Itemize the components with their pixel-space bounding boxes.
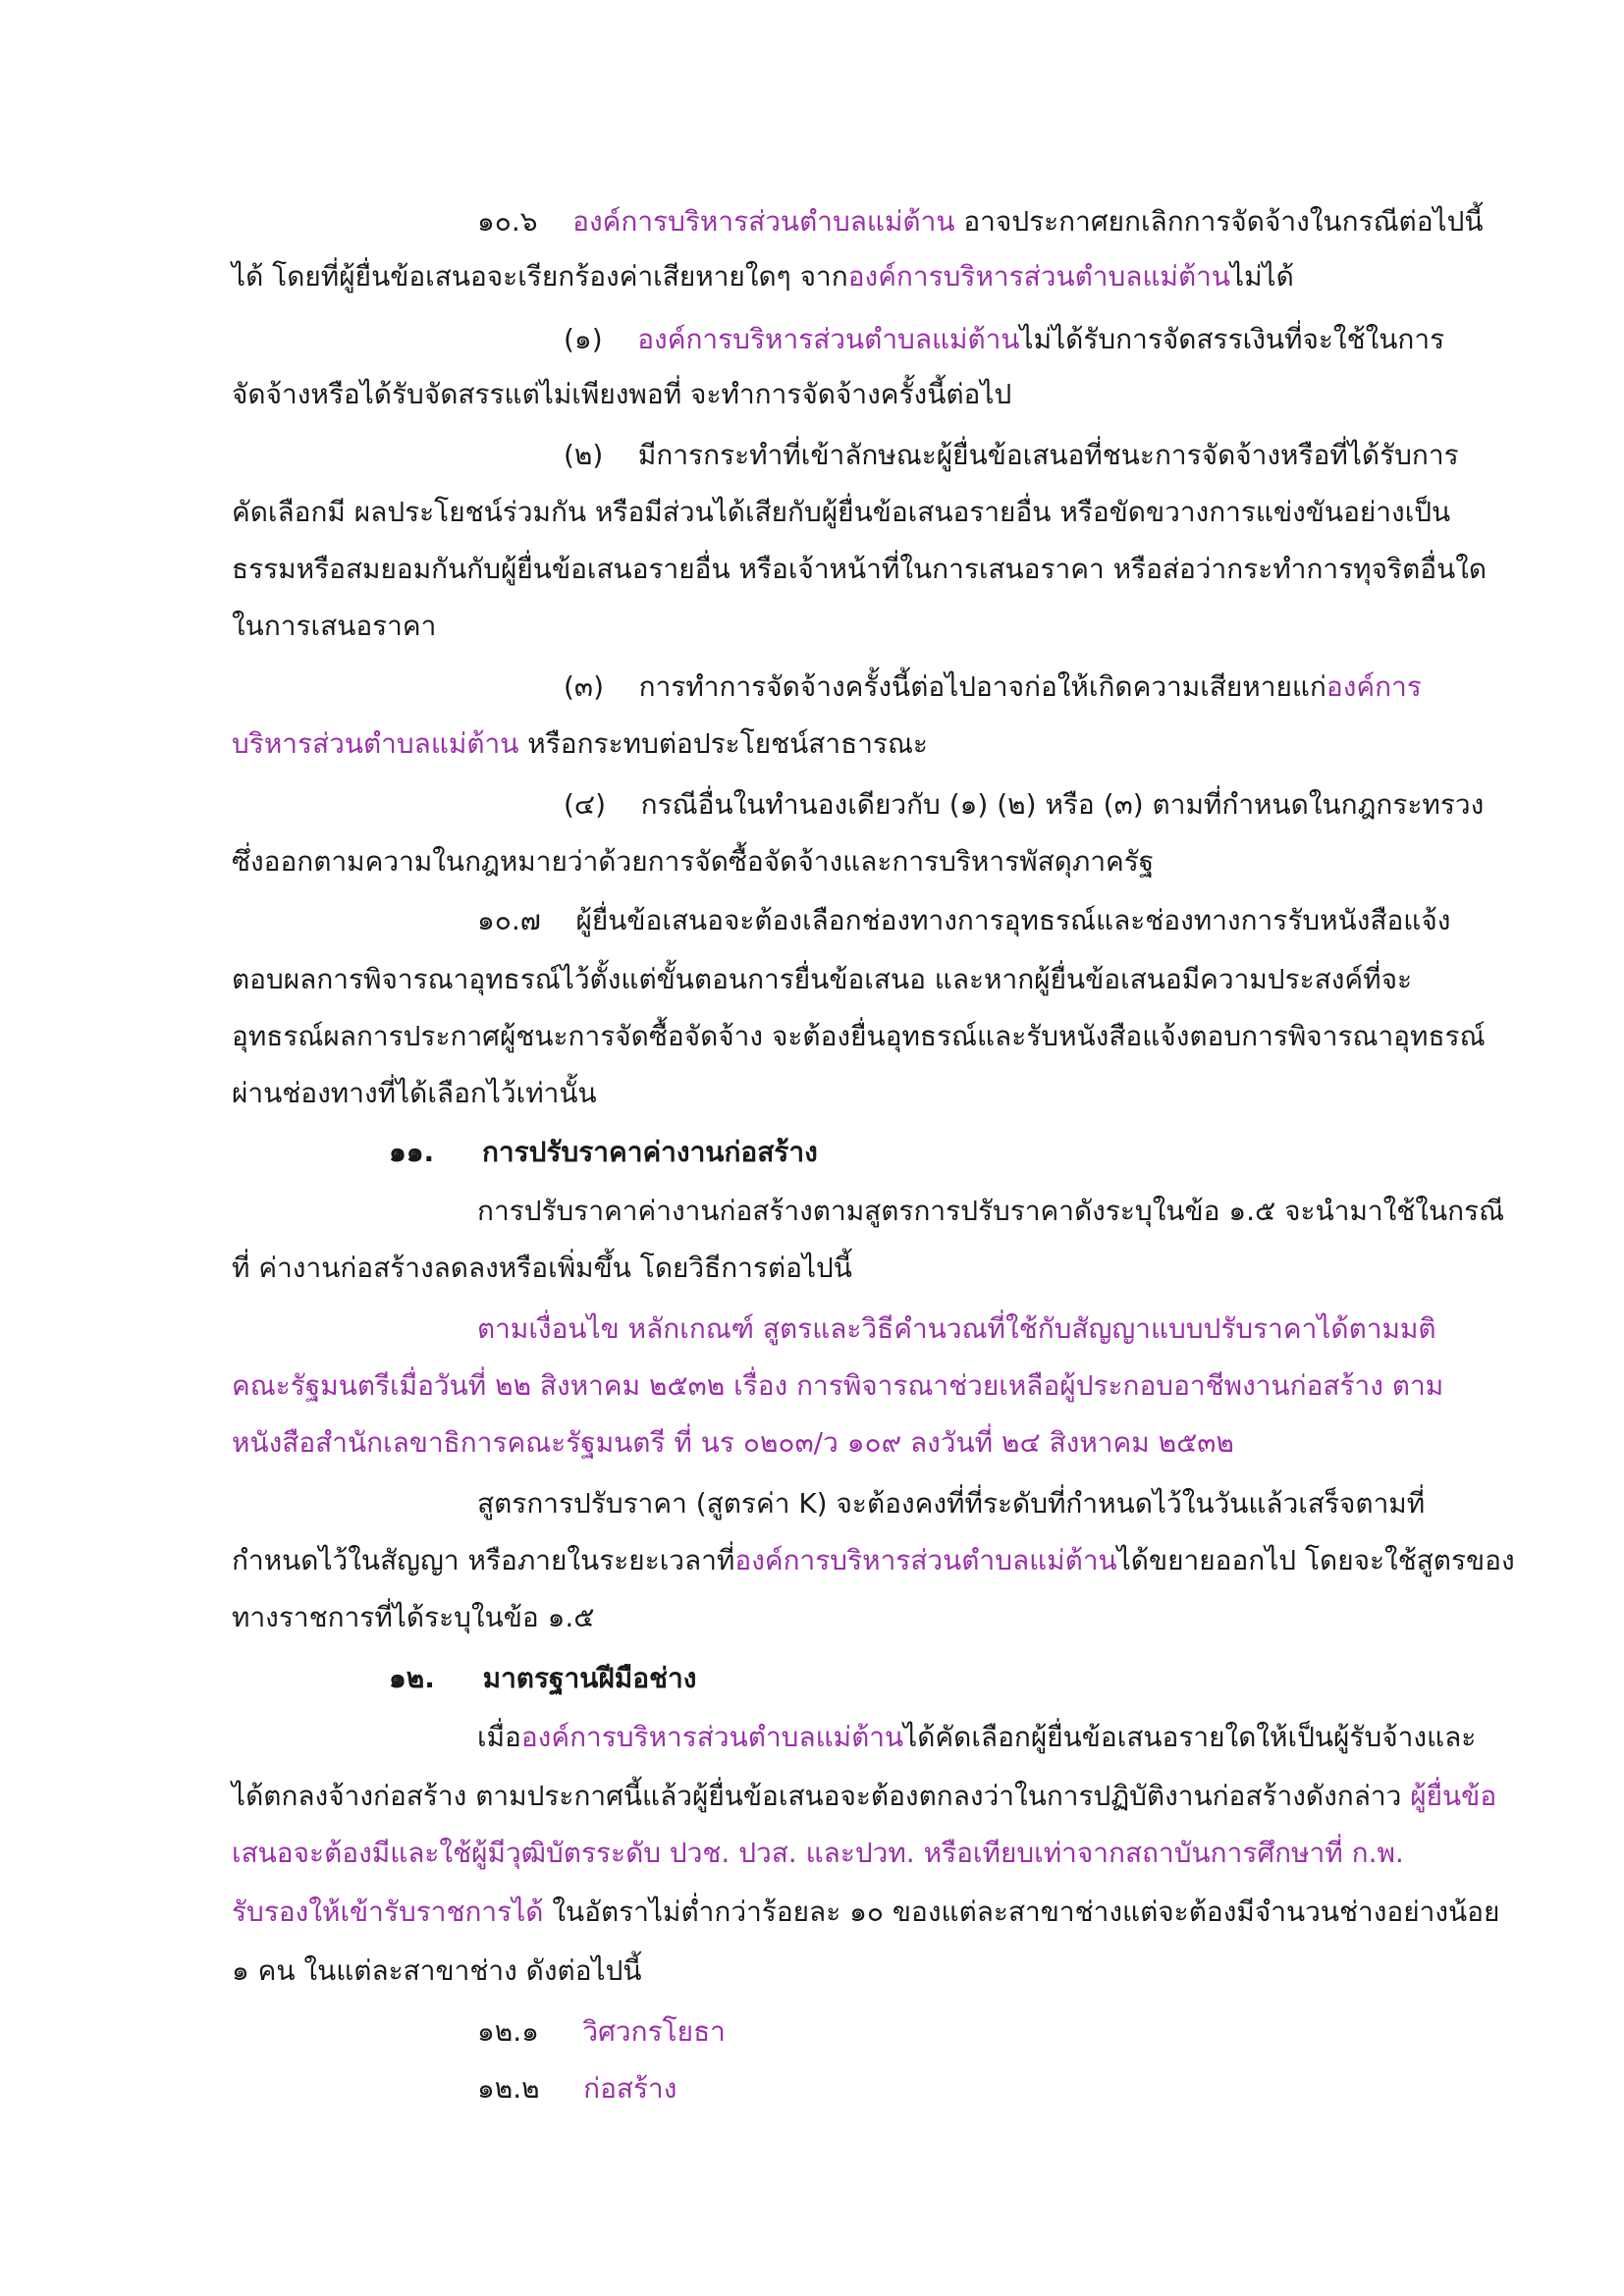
para-10-7-line-2: [232, 960, 1412, 999]
text: อุทธรณ์ผลการประกาศผู้ชนะการจัดซื้อจัดจ้าง จะต้องยื่นอุทธรณ์และรับหนังสือแจ้งตอบการพิจารณาอุทธรณ์: [232, 1020, 1486, 1052]
item-2-line-1: [564, 436, 1459, 475]
section-number: ๑๑.: [389, 1136, 435, 1168]
text: เสนอจะต้องมีและใช้ผู้มีวุฒิบัตรระดับ ปวช. ปวส. และปวท. หรือเทียบเท่าจากสถาบันการศึกษาที่ ก.พ.: [232, 1837, 1404, 1869]
text: ไม่ได้รับการจัดสรรเงินที่จะใช้ในการ: [1019, 323, 1445, 355]
org-name: องค์การบริหารส่วนตำบลแม่ต้าน: [572, 205, 955, 238]
text: ทางราชการที่ได้ระบุในข้อ ๑.๕: [232, 1601, 595, 1633]
highlight-text: รับรองให้เข้ารับราชการได้: [232, 1896, 544, 1928]
para-11-3-line-2: [232, 1541, 1515, 1580]
text: การปรับราคาค่างานก่อสร้างตามสูตรการปรับราคาดังระบุในข้อ ๑.๕ จะนำมาใช้ในกรณี: [477, 1195, 1505, 1227]
item-number: (๑): [564, 323, 603, 355]
text: กรณีอื่นในทำนองเดียวกับ (๑) (๒) หรือ (๓) ตามที่กำหนดในกฎกระทรวง: [640, 788, 1485, 821]
org-name: องค์การบริหารส่วนตำบลแม่ต้าน: [637, 323, 1020, 355]
text: มีการกระทำที่เข้าลักษณะผู้ยื่นข้อเสนอที่ชนะการจัดจ้างหรือที่ได้รับการ: [637, 439, 1459, 471]
section-11-heading: [389, 1133, 818, 1172]
text: ได้ โดยที่ผู้ยื่นข้อเสนอจะเรียกร้องค่าเสียหายใดๆ จาก: [232, 260, 848, 293]
text: จัดจ้างหรือได้รับจัดสรรแต่ไม่เพียงพอที่ จะทำการจัดจ้างครั้งนี้ต่อไป: [232, 378, 1012, 410]
para-12-line-2: [232, 1777, 1496, 1816]
org-name-part: บริหารส่วนตำบลแม่ต้าน: [232, 727, 519, 760]
text: คัดเลือกมี ผลประโยชน์ร่วมกัน หรือมีส่วนได้เสียกับผู้ยื่นข้อเสนอรายอื่น หรือขัดขวางการแข่งขันอย่างเป็น: [232, 496, 1451, 528]
item-3-line-1: [564, 667, 1422, 707]
para-11-3-line-3: [232, 1598, 594, 1637]
text: ผ่านช่องทางที่ได้เลือกไว้เท่านั้น: [232, 1077, 597, 1109]
clause-number: ๑๐.๖: [477, 205, 538, 238]
para-12-line-1: [477, 1718, 1476, 1757]
text: ไม่ได้: [1230, 260, 1294, 293]
text: หนังสือสำนักเลขาธิการคณะรัฐมนตรี ที่ นร ๐๒๐๓/ว ๑๐๙ ลงวันที่ ๒๔ สิงหาคม ๒๕๓๒: [232, 1426, 1234, 1459]
para-10-7-line-4: [232, 1074, 597, 1113]
para-10-6-line-2: [232, 257, 1294, 296]
para-12-line-4: [232, 1893, 1499, 1932]
item-2-line-4: [232, 607, 436, 646]
text: ได้คัดเลือกผู้ยื่นข้อเสนอรายใดให้เป็นผู้รับจ้างและ: [903, 1721, 1477, 1753]
item-1-line-2: [232, 375, 1011, 414]
text: ซึ่งออกตามความในกฎหมายว่าด้วยการจัดซื้อจัดจ้างและการบริหารพัสดุภาครัฐ: [232, 845, 1155, 878]
item-2-line-3: [232, 550, 1487, 589]
text: ตอบผลการพิจารณาอุทธรณ์ไว้ตั้งแต่ขั้นตอนการยื่นข้อเสนอ และหากผู้ยื่นข้อเสนอมีความประสงค์ที่จะ: [232, 963, 1413, 995]
para-11-1-line-1: [477, 1192, 1504, 1231]
org-name-part: องค์การ: [1326, 670, 1422, 703]
text: ในอัตราไม่ต่ำกว่าร้อยละ ๑๐ ของแต่ละสาขาช่างแต่จะต้องมีจำนวนช่างอย่างน้อย: [543, 1896, 1500, 1928]
para-11-2-line-1: [477, 1309, 1436, 1349]
text: หรือกระทบต่อประโยชน์สาธารณะ: [518, 727, 928, 760]
para-10-7-line-3: [232, 1017, 1486, 1056]
text: ในการเสนอราคา: [232, 610, 437, 642]
text: เมื่อ: [477, 1721, 521, 1753]
org-name: องค์การบริหารส่วนตำบลแม่ต้าน: [847, 260, 1231, 293]
item-3-line-2: [232, 724, 928, 764]
highlight-text: ผู้ยื่นข้อ: [1410, 1780, 1497, 1812]
item-number: (๒): [564, 439, 604, 471]
para-12-line-5: [232, 1951, 642, 1991]
para-12-line-3: [232, 1834, 1404, 1873]
section-title: มาตรฐานฝีมือช่าง: [482, 1662, 697, 1694]
para-11-2-line-3: [232, 1423, 1234, 1463]
section-number: ๑๒.: [389, 1662, 435, 1694]
org-name: องค์การบริหารส่วนตำบลแม่ต้าน: [520, 1721, 904, 1753]
subitem-label: ก่อสร้าง: [583, 2072, 677, 2105]
para-11-3-line-1: [477, 1484, 1425, 1523]
item-4-line-1: [564, 785, 1484, 825]
text: การทำการจัดจ้างครั้งนี้ต่อไปอาจก่อให้เกิดความเสียหายแก่: [638, 670, 1326, 703]
subitem-label: วิศวกรโยธา: [582, 2015, 726, 2048]
text: ตามเงื่อนไข หลักเกณฑ์ สูตรและวิธีคำนวณที่ใช้กับสัญญาแบบปรับราคาได้ตามมติ: [477, 1312, 1436, 1345]
text: ๑ คน ในแต่ละสาขาช่าง ดังต่อไปนี้: [232, 1954, 642, 1987]
subitem-12-1: [477, 2012, 726, 2052]
text: ได้ตกลงจ้างก่อสร้าง ตามประกาศนี้แล้วผู้ยื่นข้อเสนอจะต้องตกลงว่าในการปฏิบัติงานก่อสร้างดังกล่าว: [232, 1780, 1411, 1812]
para-10-6-line-1: [477, 202, 1484, 241]
text: ได้ขยายออกไป โดยจะใช้สูตรของ: [1116, 1544, 1515, 1576]
subitem-number: ๑๒.๑: [477, 2015, 539, 2048]
text: ผู้ยื่นข้อเสนอจะต้องเลือกช่องทางการอุทธรณ์และช่องทางการรับหนังสือแจ้ง: [575, 904, 1451, 936]
item-4-line-2: [232, 842, 1154, 881]
item-number: (๔): [564, 788, 607, 821]
subitem-12-2: [477, 2069, 677, 2109]
text: ที่ ค่างานก่อสร้างลดลงหรือเพิ่มขึ้น โดยวิธีการต่อไปนี้: [232, 1252, 852, 1284]
text: อาจประกาศยกเลิกการจัดจ้างในกรณีต่อไปนี้: [954, 205, 1484, 238]
item-2-line-2: [232, 493, 1450, 532]
para-11-1-line-2: [232, 1249, 852, 1288]
item-1-line-1: [564, 320, 1444, 359]
para-10-7-line-1: [477, 901, 1450, 940]
section-12-heading: [389, 1659, 696, 1698]
text: ธรรมหรือสมยอมกันกับผู้ยื่นข้อเสนอรายอื่น หรือเจ้าหน้าที่ในการเสนอราคา หรือส่อว่ากระทำการทุจริตอื่นใด: [232, 553, 1488, 585]
para-11-2-line-2: [232, 1366, 1443, 1406]
section-title: การปรับราคาค่างานก่อสร้าง: [481, 1136, 818, 1168]
text: คณะรัฐมนตรีเมื่อวันที่ ๒๒ สิงหาคม ๒๕๓๒ เรื่อง การพิจารณาช่วยเหลือผู้ประกอบอาชีพงานก่อสร้าง ตาม: [232, 1369, 1444, 1402]
text: กำหนดไว้ในสัญญา หรือภายในระยะเวลาที่: [232, 1544, 735, 1576]
org-name: องค์การบริหารส่วนตำบลแม่ต้าน: [734, 1544, 1117, 1576]
item-number: (๓): [564, 670, 604, 703]
subitem-number: ๑๒.๒: [477, 2072, 540, 2105]
text: สูตรการปรับราคา (สูตรค่า K) จะต้องคงที่ที่ระดับที่กำหนดไว้ในวันแล้วเสร็จตามที่: [477, 1487, 1426, 1520]
clause-number: ๑๐.๗: [477, 904, 541, 936]
